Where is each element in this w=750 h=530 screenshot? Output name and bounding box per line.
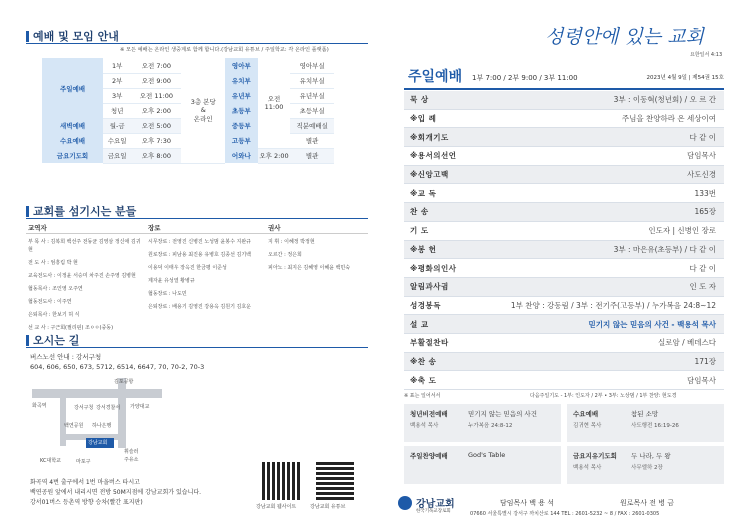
service-box (567, 446, 724, 484)
service-row-value: 인 도 자 (689, 282, 716, 292)
box-sermon: 참된 소망 (631, 410, 659, 418)
service-table: 주일예배 1부 오전 7:00 3층 본당 & 온라인 영아부 오전 11:00 영아부실 2부 오전 9:00 유치부 유치부실 3부 오전 11:00 유년부 유년부실 청년 오후 2:00 초등부 초등부실 새벽예배 월-금 오전 5:00 중등부 직분예배실 수요예배 수요일 오후 7:30 고등부 별관 금요기도회 금요일 오후 8:00 어와나 오후 2:00 별관 (42, 58, 334, 164)
church-logo-icon (398, 496, 412, 510)
service-row (404, 278, 724, 297)
service-row (404, 371, 724, 390)
service-row-label: ※봉 헌 (410, 244, 437, 254)
box-scripture: 사무엘하 2장 (631, 465, 663, 471)
service-row-value: 실로암 / 베데스다 (657, 338, 716, 348)
service-row-value: 171장 (694, 356, 716, 366)
servant-line: 시무장로 : 전영진 신병진 노성범 윤봉수 지완규 (148, 239, 251, 245)
service-row-label: ※입 례 (410, 114, 437, 124)
service-row-value: 인도자 | 신병인 장로 (648, 226, 716, 236)
servant-line: 제자윤 유성열 황병규 (148, 278, 195, 284)
order-of-service (404, 91, 724, 390)
service-row (404, 353, 724, 372)
service-row-label: ※회개기도 (410, 132, 449, 142)
servant-line: 부 목 사 : 김복희 백선주 전동균 김영삼 정신애 김귀현 (28, 239, 141, 253)
service-box (404, 446, 561, 484)
box-preacher: 백용석 목사 (573, 465, 602, 471)
servants-music (268, 238, 368, 277)
service-row-value: 133번 (694, 188, 716, 198)
service-row-label: 설 교 (410, 319, 429, 329)
service-row (404, 241, 724, 260)
servant-line: 전 도 사 : 엄흥림 박 현 (28, 260, 78, 266)
servants-pastors (28, 238, 143, 337)
service-row (404, 334, 724, 353)
service-box (404, 404, 561, 442)
worship-section-title: 예배 및 모임 안내 (26, 28, 119, 44)
servants-elders (148, 238, 263, 316)
service-row-label: 부활절찬타 (410, 338, 449, 348)
service-row-value: 담임목사 (687, 151, 716, 161)
service-row (404, 128, 724, 147)
service-row (404, 203, 724, 222)
service-row-label: 묵 상 (410, 95, 429, 105)
service-row-label: 알림과사귐 (410, 282, 449, 292)
service-row-label: ※축 도 (410, 375, 437, 385)
servant-line: 협동장로 : 나도민 (148, 291, 187, 297)
servant-line: 은퇴목사 : 한보기 허 식 (28, 312, 80, 318)
map: 김포공항 화곡역 강서구청 강서경찰서 가양대교 백연공원 하나은행 강남교회 KC대학교 마포구 휘슬러 주유소 (30, 376, 190, 470)
service-row (404, 147, 724, 166)
service-row-value: 다 같 이 (689, 263, 716, 273)
directions-text: 화곡역 4번 출구에서 1번 마을버스 타시고 백연공원 앞에서 내리시면 전방 50M지점에 강남교회가 있습니다. 강서01버스 등촌역 방향 승차(빨간 표지판) (30, 479, 202, 506)
box-title: 수요예배 (573, 410, 599, 418)
box-sermon: God's Table (468, 451, 506, 459)
motto: 성령안에 있는 교회 (545, 26, 704, 48)
service-row-value: 3부 : 이동혁(청년회) / 오 르 간 (613, 95, 716, 105)
servant-line: 선 교 사 : 구근회(필리핀) 조ㅇㅇ(중동) (28, 325, 114, 331)
box-title: 금요지유기도회 (573, 452, 617, 460)
venue: 3층 본당 & 온라인 (181, 58, 225, 163)
worship-note: ※ 모든 예배는 온라인 생중계로 함께 합니다.(강남교회 유튜브 / 주일학교: 각 온라인 플랫폼) (120, 47, 329, 53)
service-row-label: ※교 독 (410, 188, 437, 198)
service-row-label: 찬 송 (410, 207, 429, 217)
service-box (567, 404, 724, 442)
box-scripture: 사도행전 16:19-26 (631, 423, 679, 429)
bus-numbers: 604, 606, 650, 673, 5712, 6514, 6647, 70, 70-2, 70-3 (30, 363, 205, 371)
service-row (404, 166, 724, 185)
service-row (404, 297, 724, 316)
sunday-label: 주일예배 (42, 58, 103, 118)
church-marker: 강남교회 (88, 440, 108, 446)
other-services (404, 404, 724, 486)
service-row-value: 1부 찬양 : 강동림 / 3부 : 전기주(고등부) / 누가복음 24:8~12 (510, 300, 716, 310)
servant-line: 오르간 : 정은희 (268, 252, 302, 258)
servant-line: 협동목사 : 조인영 오주연 (28, 286, 83, 292)
service-row-label: 기 도 (410, 226, 429, 236)
service-row-value: 주님을 찬양하라 온 세상이여 (621, 114, 716, 124)
servants-section-title: 교회를 섬기시는 분들 (26, 203, 136, 219)
service-row-label: 성경봉독 (410, 300, 441, 310)
bus-label: 버스노선 안내 : 강서구청 (30, 353, 102, 361)
service-row-label: ※평화의인사 (410, 263, 457, 273)
servant-line: 협동전도사 : 이주연 (28, 299, 72, 305)
servant-line: 원로장로 : 피남용 최진용 유병호 김종선 김기백 (148, 252, 251, 258)
service-header: 주일예배 1부 7:00 / 2부 9:00 / 3부 11:00 2023년 4월 9일 | 제54권 15호 (404, 66, 724, 86)
service-row-value: 믿기지 않는 믿음의 사건 - 백용석 목사 (588, 319, 716, 329)
service-row (404, 259, 724, 278)
servant-line: 교육전도사 : 이정윤 서승미 차주진 손주영 김병현 (28, 273, 136, 279)
servant-line: 이용덕 이태우 장옥진 한금평 이준성 (148, 265, 227, 271)
service-row-value: 담임목사 (687, 375, 716, 385)
box-sermon: 두 나라, 두 왕 (631, 452, 671, 460)
box-title: 청년비전예배 (410, 410, 448, 418)
box-title: 주일찬양예배 (410, 452, 448, 460)
service-row-value: 다 같 이 (689, 132, 716, 142)
box-preacher: 백용석 목사 (410, 423, 439, 429)
service-row-label: ※용서의선언 (410, 151, 457, 161)
service-row-value: 사도신경 (687, 170, 716, 180)
service-row-label: ※신앙고백 (410, 170, 449, 180)
service-row-value: 165장 (694, 207, 716, 217)
box-scripture: 누가복음 24:8-12 (468, 423, 513, 429)
box-preacher: 김귀현 목사 (573, 423, 602, 429)
box-sermon: 믿기지 않는 믿음의 사건 (468, 410, 537, 418)
service-row-value: 3부 : 마은유(초등부) / 다 같 이 (613, 244, 716, 254)
service-row (404, 315, 724, 334)
service-row (404, 110, 724, 129)
service-row (404, 222, 724, 241)
servant-line: 지 휘 : 이혜정 박정현 (268, 239, 315, 245)
servant-line: 피아노 : 최지은 김혜영 이혜윤 백민숙 (268, 265, 351, 271)
servant-line: 은퇴장로 : 배용기 김영진 강용옥 김원기 김호운 (148, 304, 251, 310)
service-row-label: ※찬 송 (410, 356, 437, 366)
youtube-qr-icon[interactable] (316, 462, 354, 500)
service-row (404, 91, 724, 110)
directions-section-title: 오시는 길 (26, 332, 79, 348)
service-row (404, 184, 724, 203)
website-qr-icon[interactable] (262, 462, 300, 500)
